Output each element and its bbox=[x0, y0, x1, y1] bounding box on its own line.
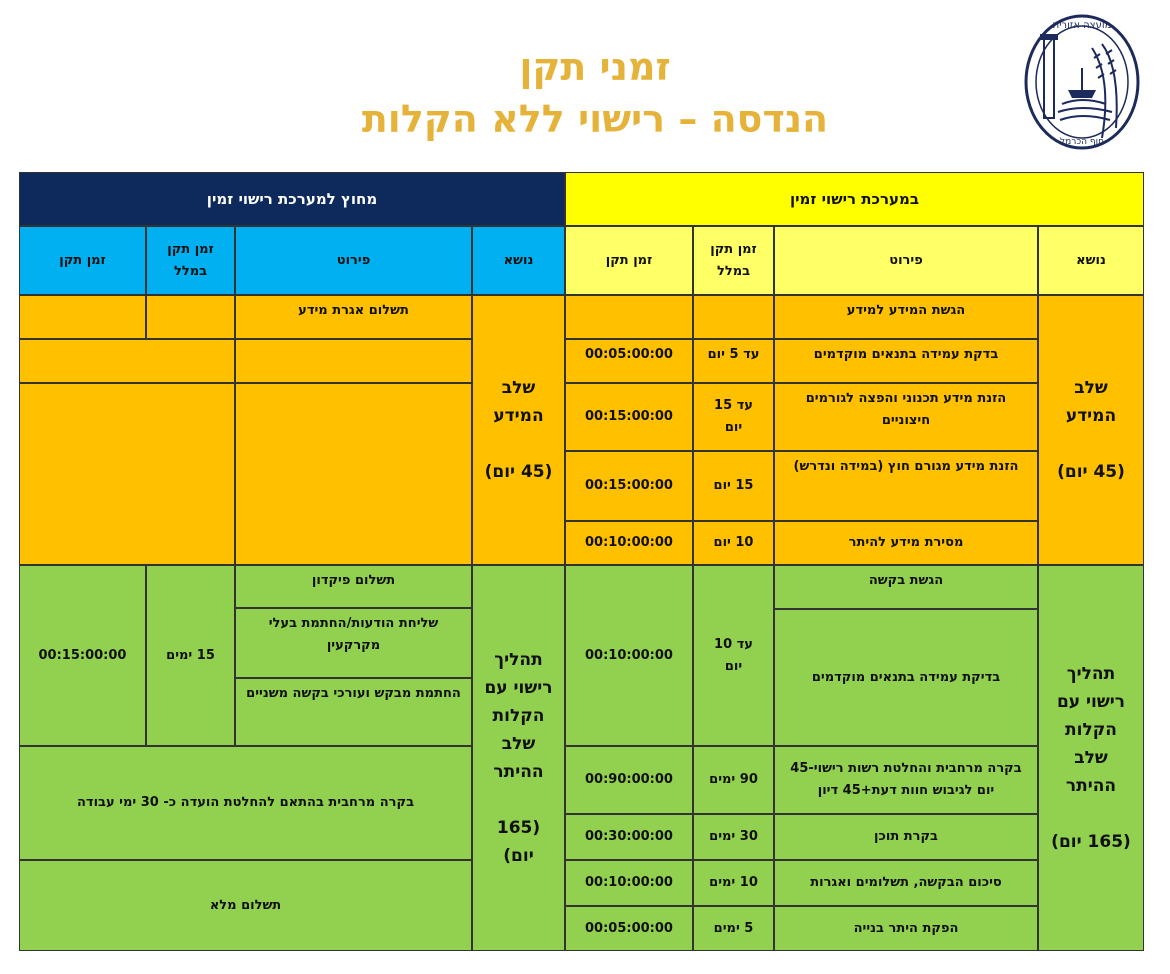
right-s2-time-r4: 00:30:00:00 bbox=[565, 814, 693, 860]
right-s1-time-r1 bbox=[565, 295, 693, 339]
right-s1-detail-r4: הזנת מידע מגורם חוץ (במידה ונדרש) bbox=[774, 451, 1038, 521]
left-s2-time: 00:15:00:00 bbox=[19, 565, 146, 746]
right-s2-detail-r4: בקרת תוכן bbox=[774, 814, 1038, 860]
right-col-std-time-mallal: זמן תקן במלל bbox=[693, 226, 774, 295]
left-s2-detail-r3: החתמת מבקש ועורכי בקשה משניים bbox=[235, 678, 472, 746]
right-s1-mallal-r2: עד 5 יום bbox=[693, 339, 774, 383]
right-s2-detail-r6: הפקת היתר בנייה bbox=[774, 906, 1038, 951]
left-s1-detail-r3 bbox=[235, 383, 472, 565]
right-s2-time-merged: 00:10:00:00 bbox=[565, 565, 693, 746]
left-s2-wide-2: תשלום מלא bbox=[19, 860, 472, 951]
right-s2-detail-r2: בדיקת עמידה בתנאים מוקדמים bbox=[774, 609, 1038, 746]
logo-text-top: מועצה אזורית bbox=[1052, 20, 1112, 31]
right-s2-time-r3: 00:90:00:00 bbox=[565, 746, 693, 814]
left-col-detail: פירוט bbox=[235, 226, 472, 295]
right-s2-time-r5: 00:10:00:00 bbox=[565, 860, 693, 906]
right-s1-time-r3: 00:15:00:00 bbox=[565, 383, 693, 451]
left-s1-time-r2 bbox=[19, 339, 235, 383]
left-main-header: מחוץ למערכת רישוי זמין bbox=[19, 172, 565, 226]
logo-text-bottom: חוף הכרמל bbox=[1060, 137, 1104, 147]
right-s1-mallal-r1 bbox=[693, 295, 774, 339]
right-col-detail: פירוט bbox=[774, 226, 1038, 295]
right-s2-mallal-r3: 90 ימים bbox=[693, 746, 774, 814]
right-s1-topic: שלב המידע (45 יום) bbox=[1038, 295, 1144, 565]
left-col-std-time-mallal: זמן תקן במלל bbox=[146, 226, 235, 295]
left-s2-mallal: 15 ימים bbox=[146, 565, 235, 746]
right-col-topic: נושא bbox=[1038, 226, 1144, 295]
left-s1-topic: שלב המידע (45 יום) bbox=[472, 295, 565, 565]
right-s2-time-r6: 00:05:00:00 bbox=[565, 906, 693, 951]
left-s1-time-r1 bbox=[19, 295, 146, 339]
right-s2-topic: תהליך רישוי עם הקלות שלב ההיתר (165 יום) bbox=[1038, 565, 1144, 951]
right-s1-time-r5: 00:10:00:00 bbox=[565, 521, 693, 565]
left-s1-detail-r1: תשלום אגרת מידע bbox=[235, 295, 472, 339]
right-s2-detail-r1: הגשת בקשה bbox=[774, 565, 1038, 609]
right-s2-mallal-r6: 5 ימים bbox=[693, 906, 774, 951]
right-col-std-time: זמן תקן bbox=[565, 226, 693, 295]
right-s1-time-r2: 00:05:00:00 bbox=[565, 339, 693, 383]
left-s1-mallal-r1 bbox=[146, 295, 235, 339]
right-s1-mallal-r3: עד 15 יום bbox=[693, 383, 774, 451]
right-main-header: במערכת רישוי זמין bbox=[565, 172, 1144, 226]
right-s2-mallal-merged: עד 10 יום bbox=[693, 565, 774, 746]
left-s1-detail-r2 bbox=[235, 339, 472, 383]
right-s1-time-r4: 00:15:00:00 bbox=[565, 451, 693, 521]
left-s2-wide-1: בקרה מרחבית בהתאם להחלטת הועדה כ- 30 ימי עבודה bbox=[19, 746, 472, 860]
left-col-topic: נושא bbox=[472, 226, 565, 295]
left-s2-topic: תהליך רישוי עם הקלות שלב ההיתר (165 יום) bbox=[472, 565, 565, 951]
page-title: זמני תקן bbox=[519, 45, 671, 89]
right-s1-detail-r2: בדקת עמידה בתנאים מוקדמים bbox=[774, 339, 1038, 383]
right-s2-mallal-r5: 10 ימים bbox=[693, 860, 774, 906]
right-s1-detail-r1: הגשת המידע למידע bbox=[774, 295, 1038, 339]
left-s2-detail-r2: שליחת הודעות/החתמת בעלי מקרקעין bbox=[235, 608, 472, 678]
right-s1-mallal-r5: 10 יום bbox=[693, 521, 774, 565]
right-s2-detail-r3: בקרה מרחבית והחלטת רשות רישוי-45 יום לגיבוש חוות דעת+45 דיון bbox=[774, 746, 1038, 814]
council-logo bbox=[1022, 8, 1142, 156]
right-s2-detail-r5: סיכום הבקשה, תשלומים ואגרות bbox=[774, 860, 1038, 906]
left-col-std-time: זמן תקן bbox=[19, 226, 146, 295]
right-s1-mallal-r4: 15 יום bbox=[693, 451, 774, 521]
right-s2-mallal-r4: 30 ימים bbox=[693, 814, 774, 860]
right-s1-detail-r3: הזנת מידע תכנוני והפצה לגורמים חיצוניים bbox=[774, 383, 1038, 451]
left-s1-time-r3 bbox=[19, 383, 235, 565]
right-s1-detail-r5: מסירת מידע להיתר bbox=[774, 521, 1038, 565]
page-subtitle: הנדסה – רישוי ללא הקלות bbox=[361, 97, 829, 141]
left-s2-detail-r1: תשלום פיקדון bbox=[235, 565, 472, 608]
